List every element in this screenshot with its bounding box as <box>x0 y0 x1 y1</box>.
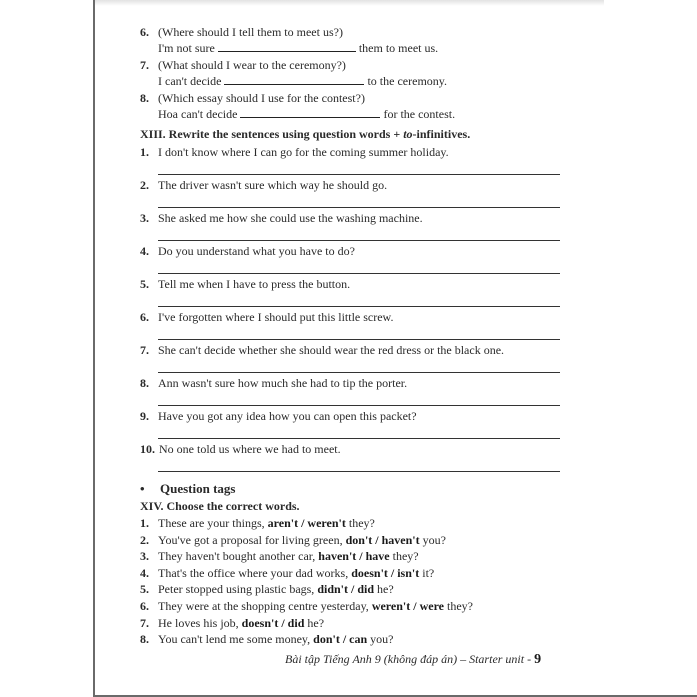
answer-line[interactable] <box>158 273 560 274</box>
xiii-item <box>140 310 393 324</box>
item-number: 3. <box>140 211 149 225</box>
answer-line[interactable] <box>158 471 560 472</box>
answer-blank[interactable] <box>224 74 364 85</box>
xiii-item <box>140 178 387 192</box>
xiv-item: 2. You've got a proposal for living green, don't / haven't you? <box>140 532 446 547</box>
item-text: I've forgotten where I should put this little screw. <box>158 310 394 324</box>
answer-choices[interactable]: weren't / were <box>371 599 445 613</box>
item-number: 10. <box>140 442 155 456</box>
xii-item-7-question: 7. (What should I wear to the ceremony?) <box>140 58 346 72</box>
item-number: 7. <box>140 343 149 357</box>
answer-choices[interactable]: don't / haven't <box>345 532 420 547</box>
answer-choices[interactable]: doesn't / did <box>241 615 305 630</box>
answer-line[interactable] <box>158 405 560 406</box>
answer-blank[interactable] <box>240 107 380 118</box>
xiv-item: 7. He loves his job, doesn't / did he? <box>140 615 325 630</box>
xii-item-8-question: 8. (Which essay should I use for the contest?) <box>140 91 365 105</box>
exercise-xiii-title: XIII. Rewrite the sentences using question words + to-infinitives. <box>140 127 471 141</box>
answer-blank[interactable] <box>218 41 356 52</box>
page-number: 9 <box>534 652 542 667</box>
item-number: 3. <box>140 549 149 564</box>
xiii-item <box>140 211 423 225</box>
xiii-item <box>140 409 417 423</box>
item-number: 2. <box>140 532 149 547</box>
answer-line[interactable] <box>158 438 560 439</box>
item-number: 6. <box>140 599 149 613</box>
answer-choices[interactable]: doesn't / isn't <box>351 565 420 580</box>
xii-item-6-answer: I'm not sure them to meet us. <box>158 41 439 55</box>
xiv-item: 4. That's the office where your dad works, doesn't / isn't it? <box>140 565 435 580</box>
xiii-item <box>140 277 350 291</box>
item-number: 5. <box>140 582 149 597</box>
xiii-item <box>140 343 504 357</box>
item-number: 8. <box>140 376 149 390</box>
answer-choices[interactable]: don't / can <box>313 632 368 647</box>
item-text: Have you got any idea how you can open this packet? <box>158 409 417 423</box>
item-number: 9. <box>140 409 149 423</box>
answer-line[interactable] <box>158 207 560 208</box>
item-text: No one told us where we had to meet. <box>159 442 341 456</box>
xiii-item <box>140 376 407 390</box>
item-text: Tell me when I have to press the button. <box>158 277 351 291</box>
xiii-item <box>140 442 341 456</box>
item-text: She can't decide whether she should wear the red dress or the black one. <box>158 343 505 357</box>
answer-choices[interactable]: didn't / did <box>317 582 375 597</box>
xiv-item: 5. Peter stopped using plastic bags, didn't / did he? <box>140 582 394 597</box>
answer-line[interactable] <box>158 372 560 373</box>
xii-item-7-answer: I can't decide to the ceremony. <box>158 74 447 88</box>
xiii-item <box>140 145 449 159</box>
xii-item-6-question: 6. (Where should I tell them to meet us?) <box>140 25 343 39</box>
answer-choices[interactable]: haven't / have <box>318 549 390 564</box>
exercise-xiv-title: XIV. Choose the correct words. <box>140 499 300 513</box>
xiv-item: 6. They were at the shopping centre yesterday, weren't / were they? <box>140 599 474 613</box>
answer-choices[interactable]: aren't / weren't <box>267 516 346 530</box>
xii-item-8-answer: Hoa can't decide for the contest. <box>158 107 456 121</box>
item-number: 6. <box>140 310 149 324</box>
answer-line[interactable] <box>158 174 560 175</box>
section-heading-question-tags: • Question tags <box>140 481 236 496</box>
item-text: She asked me how she could use the washing machine. <box>158 211 423 225</box>
item-number: 2. <box>140 178 149 192</box>
page-footer: Bài tập Tiếng Anh 9 (không đáp án) – Starter unit - 9 <box>285 652 542 667</box>
item-text: The driver wasn't sure which way he should go. <box>158 178 388 192</box>
xiv-item: 8. You can't lend me some money, don't / can you? <box>140 632 394 647</box>
item-number: 7. <box>140 615 149 630</box>
answer-line[interactable] <box>158 339 560 340</box>
xiv-item: 3. They haven't bought another car, haven't / have they? <box>140 549 419 564</box>
item-number: 4. <box>140 244 149 258</box>
item-number: 1. <box>140 516 149 530</box>
item-number: 1. <box>140 145 149 159</box>
xiii-item <box>140 244 355 258</box>
item-number: 4. <box>140 565 149 580</box>
answer-line[interactable] <box>158 306 560 307</box>
item-number: 5. <box>140 277 149 291</box>
item-text: Ann wasn't sure how much she had to tip the porter. <box>158 376 408 390</box>
xiv-item: 1. These are your things, aren't / weren't they? <box>140 516 375 530</box>
item-text: Do you understand what you have to do? <box>158 244 355 258</box>
answer-line[interactable] <box>158 240 560 241</box>
item-text: I don't know where I can go for the coming summer holiday. <box>158 145 449 159</box>
item-number: 8. <box>140 632 149 647</box>
